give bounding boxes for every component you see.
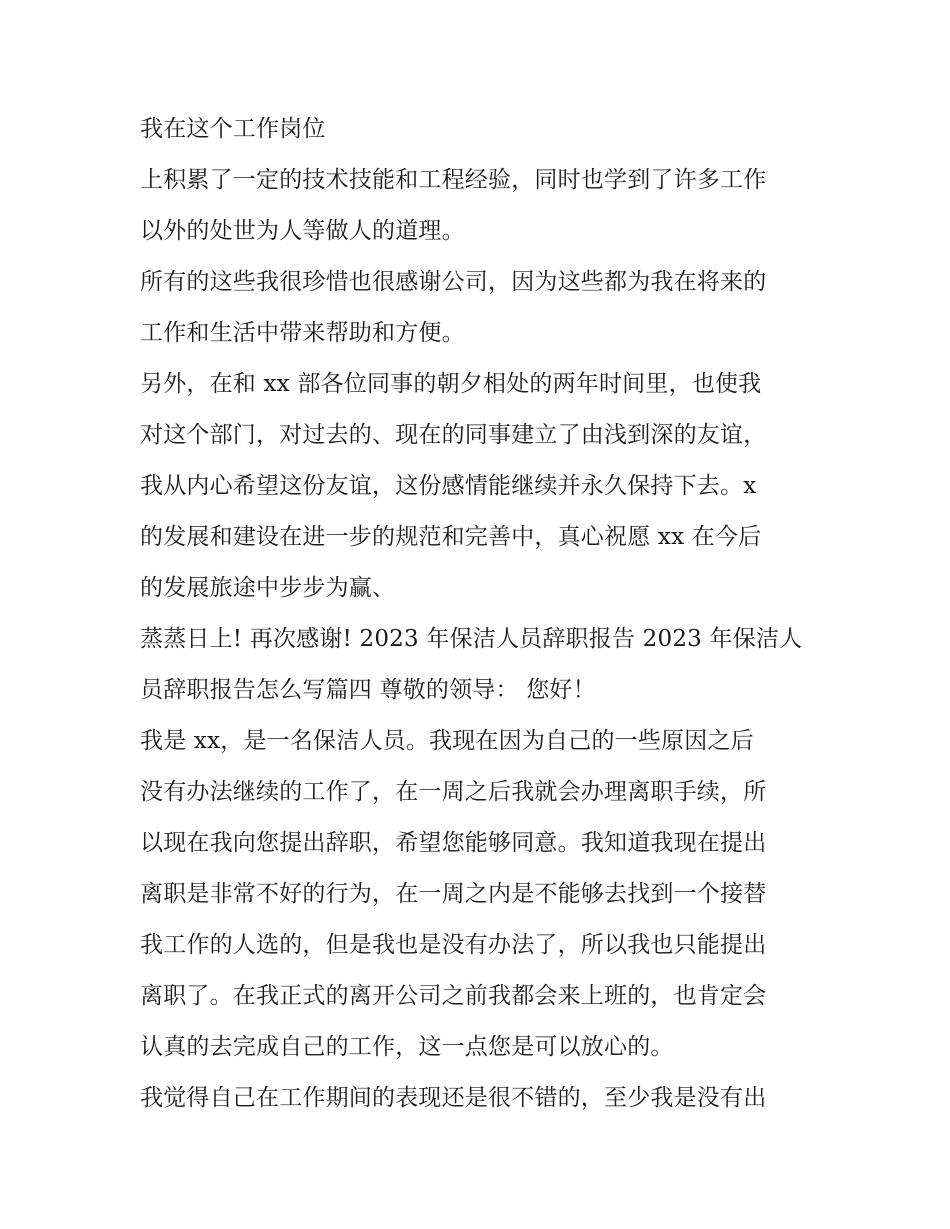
text-line: 工作和生活中带来帮助和方便。 xyxy=(140,320,465,346)
text-line: 离职是非常不好的行为，在一周之内是不能够去找到一个接替 xyxy=(140,881,767,907)
text-line: 没有办法继续的工作了，在一周之后我就会办理离职手续，所 xyxy=(140,779,767,805)
body-text xyxy=(140,104,820,1124)
text-line: 以外的处世为人等做人的道理。 xyxy=(140,218,465,244)
text-line: 的发展旅途中步步为赢、 xyxy=(140,575,396,601)
text-line: 对这个部门，对过去的、现在的同事建立了由浅到深的友谊， xyxy=(140,422,767,448)
text-line: 上积累了一定的技术技能和工程经验，同时也学到了许多工作 xyxy=(140,167,767,193)
text-line: 的发展和建设在进一步的规范和完善中，真心祝愿 xx 在今后 xyxy=(140,524,762,550)
text-line: 我从内心希望这份友谊，这份感情能继续并永久保持下去。x xyxy=(140,473,757,499)
text-line: 离职了。在我正式的离开公司之前我都会来上班的，也肯定会 xyxy=(140,983,767,1009)
text-line: 我觉得自己在工作期间的表现还是很不错的，至少我是没有出 xyxy=(140,1085,767,1111)
text-line: 我在这个工作岗位 xyxy=(140,116,326,142)
text-line: 以现在我向您提出辞职，希望您能够同意。我知道我现在提出 xyxy=(140,830,767,856)
text-line: 认真的去完成自己的工作，这一点您是可以放心的。 xyxy=(140,1034,674,1060)
text-line: 蒸蒸日上! 再次感谢! 2023 年保洁人员辞职报告 2023 年保洁人 xyxy=(140,626,803,652)
text-line: 我是 xx，是一名保洁人员。我现在因为自己的一些原因之后 xyxy=(140,728,754,754)
text-line: 所有的这些我很珍惜也很感谢公司，因为这些都为我在将来的 xyxy=(140,269,767,295)
text-line: 我工作的人选的，但是我也是没有办法了，所以我也只能提出 xyxy=(140,932,767,958)
text-line: 另外，在和 xx 部各位同事的朝夕相处的两年时间里，也使我 xyxy=(140,371,762,397)
text-line: 员辞职报告怎么写篇四 尊敬的领导： 您好！ xyxy=(140,677,596,703)
